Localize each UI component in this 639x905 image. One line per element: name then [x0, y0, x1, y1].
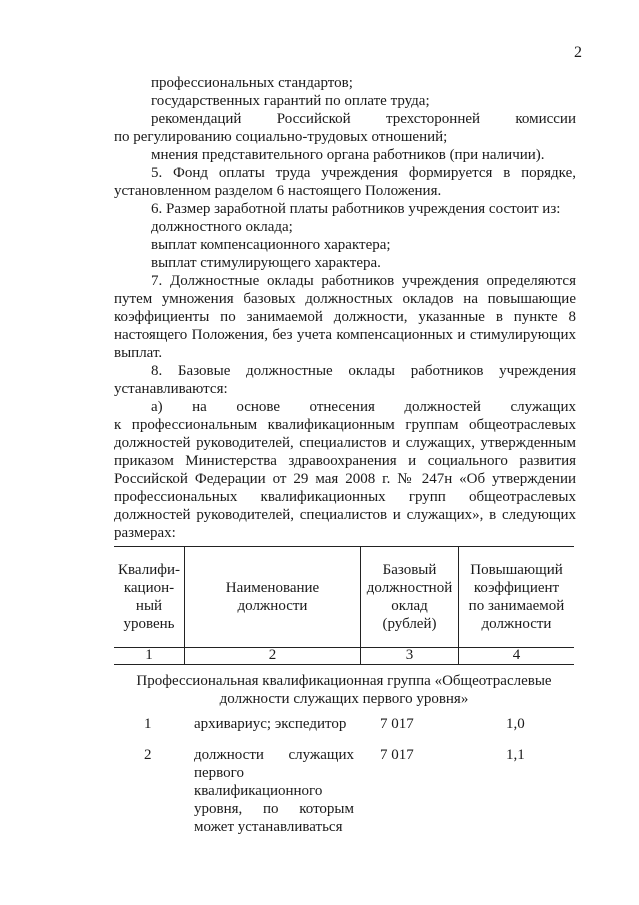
header-position: Наименование должности	[225, 579, 320, 614]
paragraph-line: по регулированию социально-трудовых отношений;	[114, 129, 448, 145]
paragraph-line: выплат.	[114, 345, 163, 361]
paragraph-line: должностей руководителей, специалистов и служащих», в следующих	[114, 507, 576, 523]
paragraph-line: 8. Базовые должностные оклады работников учреждения	[151, 363, 576, 379]
group-title: Профессиональная квалификационная группа «Общеотраслевые должности служащих первого уровня»	[136, 673, 552, 707]
table-border-bottom	[114, 664, 574, 665]
row-level: 2	[144, 747, 152, 763]
paragraph-line: 5. Фонд оплаты труда учреждения формируется в порядке,	[151, 165, 576, 181]
paragraph-line: настоящего Положения, без учета компенсационных и стимулирующих	[114, 327, 576, 343]
paragraph-line: приказом Министерства здравоохранения и социального развития	[114, 453, 576, 469]
paragraph-line: выплат компенсационного характера;	[151, 237, 391, 253]
row-coefficient: 1,0	[506, 716, 525, 732]
paragraph-line: 6. Размер заработной платы работников учреждения состоит из:	[151, 201, 561, 217]
column-number: 1	[145, 647, 153, 663]
paragraph-line: а) на основе отнесения должностей служащих	[151, 399, 576, 415]
paragraph-line: к профессиональным квалификационным группам общеотраслевых	[114, 417, 576, 433]
paragraph-line: устанавливаются:	[114, 381, 228, 397]
paragraph-line: выплат стимулирующего характера.	[151, 255, 381, 271]
row-level: 1	[144, 716, 152, 732]
paragraph-line: Российской Федерации от 29 мая 2008 г. № 247н «Об утверждении	[114, 471, 576, 487]
column-number: 2	[268, 647, 277, 663]
row-coefficient: 1,1	[506, 747, 525, 763]
column-number: 3	[405, 647, 414, 663]
paragraph-line: мнения представительного органа работников (при наличии).	[151, 147, 545, 163]
row-position: должности служащих первого квалификационного уровня, по которым может устанавливаться	[194, 747, 354, 835]
header-salary: Базовый должностной оклад (рублей)	[366, 561, 453, 632]
paragraph-line: размерах:	[114, 525, 176, 541]
paragraph-line: путем умножения базовых должностных окладов на повышающие	[114, 291, 576, 307]
paragraph-line: должностей руководителей, специалистов и служащих, утвержденным	[114, 435, 576, 451]
header-coefficient: Повышающий коэффициент по занимаемой должности	[468, 561, 565, 632]
paragraph-line: 7. Должностные оклады работников учреждения определяются	[151, 273, 576, 289]
paragraph-line: установленном разделом 6 настоящего Положения.	[114, 183, 442, 199]
paragraph-line: профессиональных квалификационных групп общеотраслевых	[114, 489, 576, 505]
paragraph-line: профессиональных стандартов;	[151, 75, 353, 91]
paragraph-line: государственных гарантий по оплате труда;	[151, 93, 430, 109]
row-position: архивариус; экспедитор	[194, 716, 347, 732]
paragraph-line: должностного оклада;	[151, 219, 293, 235]
salary-table	[114, 546, 574, 664]
row-salary: 7 017	[380, 716, 414, 732]
header-level: Квалифи- кацион- ный уровень	[118, 561, 180, 632]
paragraph-line: коэффициенты по занимаемой должности, указанные в пункте 8	[114, 309, 576, 325]
column-number: 4	[512, 647, 521, 663]
row-salary: 7 017	[380, 747, 414, 763]
paragraph-line: рекомендаций Российской трехсторонней комиссии	[151, 111, 576, 127]
page-number: 2	[574, 44, 582, 61]
